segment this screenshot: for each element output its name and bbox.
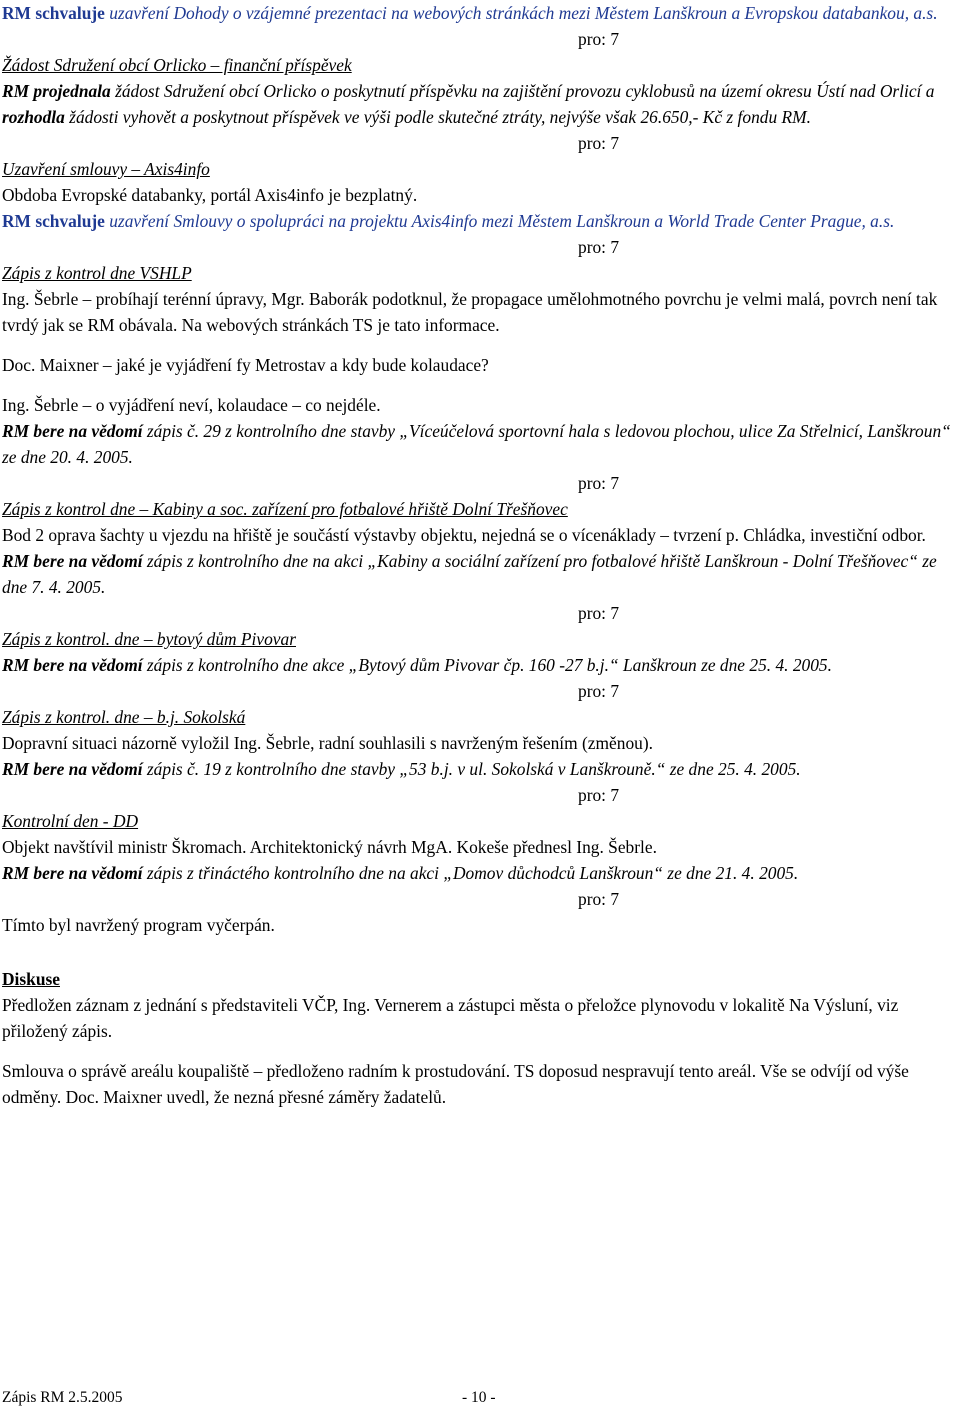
s3-vote: pro: 7 [578,237,620,257]
s1-text: uzavření Dohody o vzájemné prezentaci na webových stránkách mezi Městem Lanškroun a Evropskou databankou, a.s. [104,3,938,23]
s8-body: Objekt navštívil ministr Škromach. Architektonický návrh MgA. Kokeše přednesl Ing. Šebrle. [2,837,657,857]
s2-action2: rozhodla [2,107,65,127]
s6-heading: Zápis z kontrol. dne – bytový dům Pivovar [2,629,296,649]
s6-paragraph [2,652,957,678]
s2-paragraph [2,78,957,130]
s1-paragraph [2,0,957,26]
s5-vote: pro: 7 [578,603,620,623]
s5-action: RM bere na vědomí [2,551,143,571]
footer-title: Zápis RM 2.5.2005 [2,1389,123,1406]
s2-action: RM projednala [2,81,111,101]
s6-action: RM bere na vědomí [2,655,143,675]
s7-heading: Zápis z kontrol. dne – b.j. Sokolská [2,707,246,727]
s6-text: zápis z kontrolního dne akce „Bytový dům Pivovar čp. 160 -27 b.j.“ Lanškroun ze dne 25. 4. 2005. [142,655,832,675]
s4-p2: Doc. Maixner – jaké je vyjádření fy Metrostav a kdy bude kolaudace? [2,355,489,375]
s4-paragraph [2,418,957,470]
s7-body: Dopravní situaci názorně vyložil Ing. Šebrle, radní souhlasili s navrženým řešením (změnou). [2,733,653,753]
program-end: Tímto byl navržený program vyčerpán. [2,915,275,935]
s4-text: zápis č. 29 z kontrolního dne stavby „Víceúčelová sportovní hala s ledovou plochou, ulice Za Střelnicí, Lanškroun“ ze dne 20. 4. 2005. [2,421,951,467]
s5-body: Bod 2 oprava šachty u vjezdu na hřiště je součástí výstavby objektu, nejedná se o vícenáklady – tvrzení p. Chládka, investiční odbor. [2,525,926,545]
s7-vote: pro: 7 [578,785,620,805]
s2-heading: Žádost Sdružení obcí Orlicko – finanční příspěvek [2,55,352,75]
s4-action: RM bere na vědomí [2,421,143,441]
s4-p3: Ing. Šebrle – o vyjádření neví, kolaudace – co nejdéle. [2,395,381,415]
s5-text: zápis z kontrolního dne na akci „Kabiny a sociální zařízení pro fotbalové hřiště Lanškroun - Dolní Třešňovec“ ze dne 7. 4. 2005. [2,551,937,597]
s7-paragraph [2,756,957,782]
s8-vote: pro: 7 [578,889,620,909]
s7-text: zápis č. 19 z kontrolního dne stavby „53 b.j. v ul. Sokolská v Lanškrouně.“ ze dne 25. 4. 2005. [142,759,801,779]
s3-action: RM schvaluje [2,211,105,231]
s6-vote: pro: 7 [578,681,620,701]
s3-body: Obdoba Evropské databanky, portál Axis4info je bezplatný. [2,185,418,205]
diskuse-p2: Smlouva o správě areálu koupaliště – předloženo radním k prostudování. TS doposud nespravují tento areál. Vše se odvíjí od výše odměny. Doc. Maixner uvedl, že nezná přesné záměry žadatelů. [2,1061,909,1107]
s8-text: zápis z třináctého kontrolního dne na akci „Domov důchodců Lanškroun“ ze dne 21. 4. 2005. [142,863,799,883]
s8-heading: Kontrolní den - DD [2,811,139,831]
s2-text-a: žádost Sdružení obcí Orlicko o poskytnutí příspěvku na zajištění provozu cyklobusů na území okresu Ústí nad Orlicí a [110,81,935,101]
s3-heading: Uzavření smlouvy – Axis4info [2,159,210,179]
s3-text: uzavření Smlouvy o spolupráci na projektu Axis4info mezi Městem Lanškroun a World Trade Center Prague, a.s. [104,211,895,231]
s4-p1: Ing. Šebrle – probíhají terénní úpravy, Mgr. Baborák podotknul, že propagace umělohmotného povrchu je velmi malá, povrch není tak tvrdý jak se RM obávala. Na webových stránkách TS je tato informace. [2,289,938,335]
s5-paragraph [2,548,957,600]
s3-paragraph [2,208,957,234]
s5-heading: Zápis z kontrol dne – Kabiny a soc. zařízení pro fotbalové hřiště Dolní Třešňovec [2,499,568,519]
diskuse-heading: Diskuse [2,969,60,989]
s8-action: RM bere na vědomí [2,863,143,883]
page-number: - 10 - [462,1389,496,1406]
s1-vote: pro: 7 [578,29,620,49]
s4-vote: pro: 7 [578,473,620,493]
s7-action: RM bere na vědomí [2,759,143,779]
s2-vote: pro: 7 [578,133,620,153]
s4-heading: Zápis z kontrol dne VSHLP [2,263,192,283]
document-page [2,0,957,1110]
diskuse-p1: Předložen záznam z jednání s představiteli VČP, Ing. Vernerem a zástupci města o přeložce plynovodu v lokalitě Na Výsluní, viz přiložený zápis. [2,995,899,1041]
s8-paragraph [2,860,957,886]
s2-text-b: žádosti vyhovět a poskytnout příspěvek ve výši podle skutečné ztráty, nejvýše však 26.650,- Kč z fondu RM. [64,107,811,127]
s1-action: RM schvaluje [2,3,105,23]
